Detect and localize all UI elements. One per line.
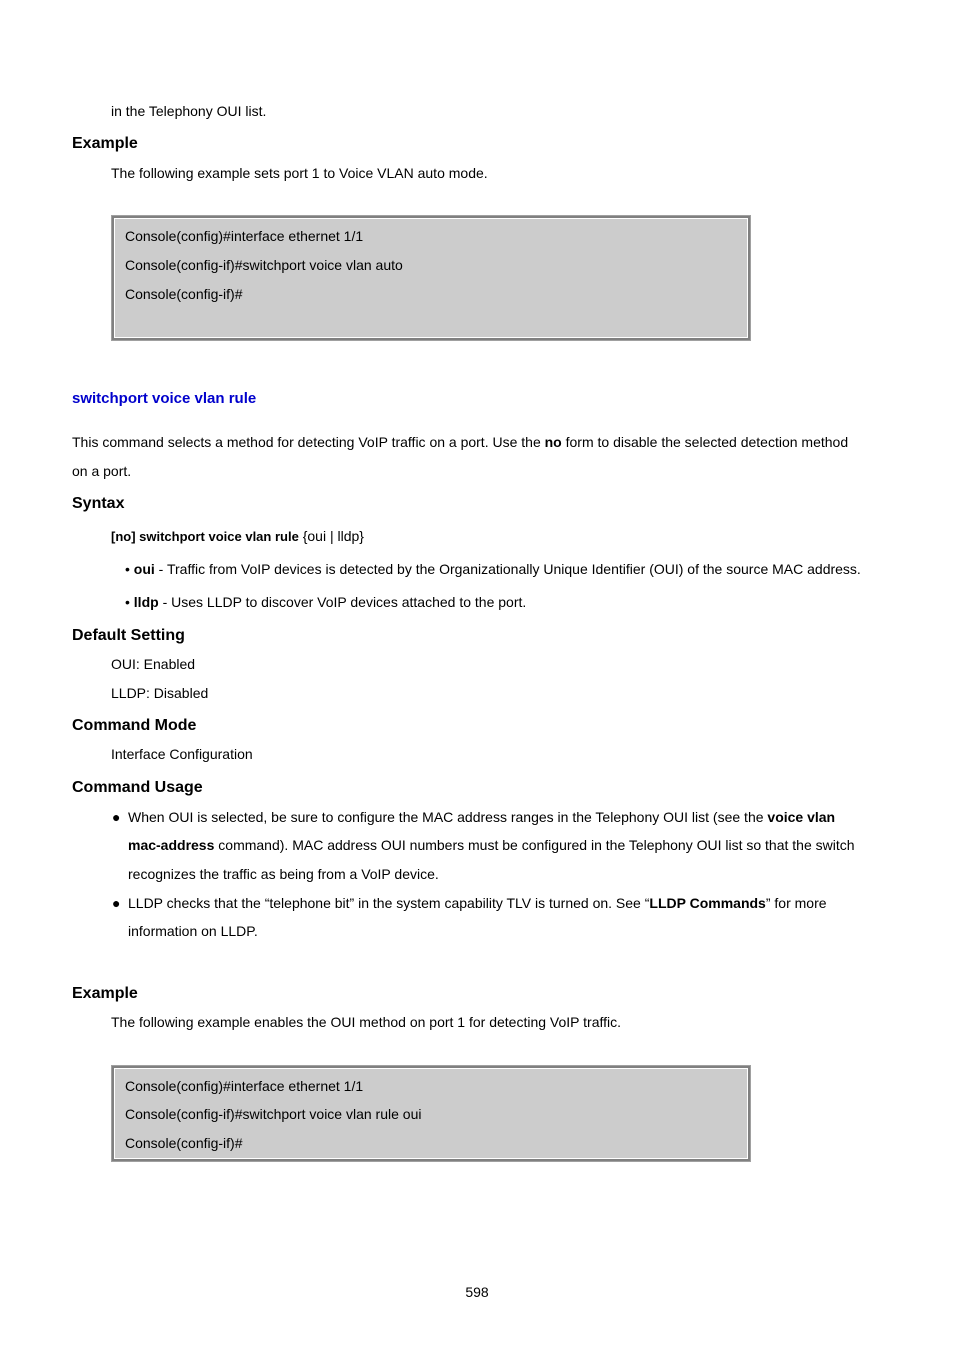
- usage-item-2-line2: information on LLDP.: [128, 923, 258, 939]
- console-example-2: [112, 1066, 750, 1161]
- command-description: This command selects a method for detecting VoIP traffic on a port. Use the no form to disable the selected detection method: [72, 434, 849, 450]
- syntax-command: [no] switchport voice vlan rule {oui | lldp}: [111, 528, 364, 544]
- syntax-heading: Syntax: [72, 495, 125, 512]
- example-description: The following example sets port 1 to Voice VLAN auto mode.: [111, 165, 488, 181]
- usage-item-1-line3: recognizes the traffic as being from a VoIP device.: [128, 866, 439, 882]
- param-lldp: • lldp - Uses LLDP to discover VoIP devices attached to the port.: [125, 594, 527, 610]
- example-description: The following example enables the OUI method on port 1 for detecting VoIP traffic.: [111, 1014, 622, 1030]
- default-setting-line: LLDP: Disabled: [111, 685, 209, 701]
- command-usage-heading: Command Usage: [72, 779, 203, 796]
- console-line: Console(config)#interface ethernet 1/1: [125, 228, 364, 244]
- continuation-text: in the Telephony OUI list.: [111, 103, 267, 119]
- usage-item-1-line2: mac-address command). MAC address OUI numbers must be configured in the Telephony OUI list so that the switch: [128, 837, 855, 853]
- page-number: 598: [465, 1284, 489, 1300]
- console-line: Console(config-if)#: [125, 286, 243, 302]
- example-heading: Example: [72, 985, 138, 1002]
- command-description-line2: on a port.: [72, 463, 132, 479]
- example-heading: Example: [72, 135, 138, 152]
- bullet-icon: ●: [112, 895, 121, 911]
- command-mode-text: Interface Configuration: [111, 746, 253, 762]
- default-setting-line: OUI: Enabled: [111, 656, 196, 672]
- default-setting-heading: Default Setting: [72, 627, 185, 644]
- command-title: switchport voice vlan rule: [72, 390, 257, 407]
- console-example-1: [112, 216, 750, 340]
- console-line: Console(config)#interface ethernet 1/1: [125, 1078, 364, 1094]
- console-line: Console(config-if)#switchport voice vlan rule oui: [125, 1106, 422, 1122]
- usage-item-2: LLDP checks that the “telephone bit” in the system capability TLV is turned on. See “LLDP Commands” for more: [128, 895, 827, 911]
- command-mode-heading: Command Mode: [72, 717, 197, 734]
- param-oui: • oui - Traffic from VoIP devices is detected by the Organizationally Unique Identifier (OUI) of the source MAC address.: [125, 561, 861, 577]
- usage-item-1: When OUI is selected, be sure to configure the MAC address ranges in the Telephony OUI list (see the voice vlan: [128, 809, 836, 825]
- console-line: Console(config-if)#switchport voice vlan auto: [125, 257, 403, 273]
- bullet-icon: ●: [112, 809, 121, 825]
- console-line: Console(config-if)#: [125, 1135, 243, 1151]
